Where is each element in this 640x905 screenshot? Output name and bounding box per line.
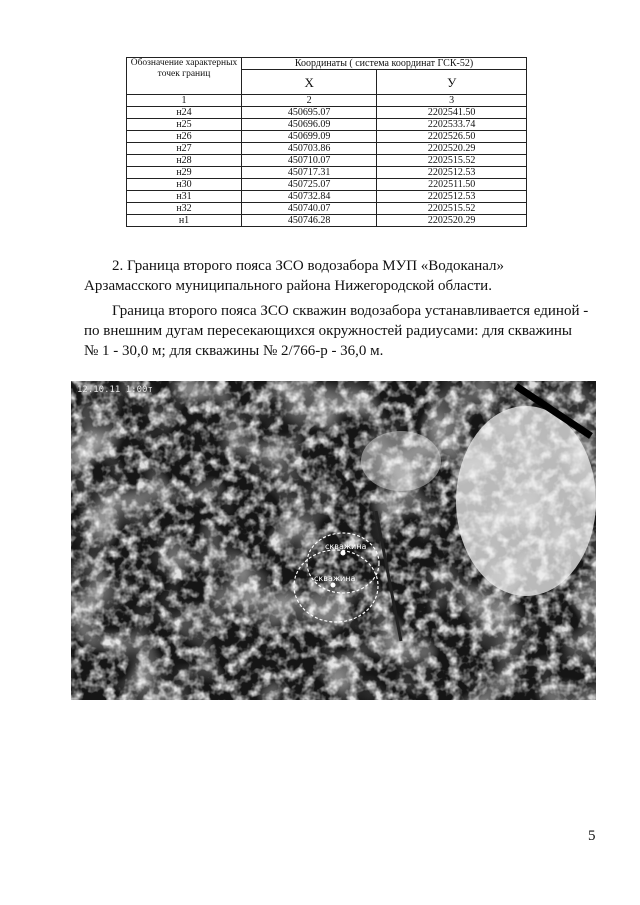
aerial-photo: [71, 381, 596, 700]
map-timestamp: 12.10.11 1:00т: [77, 385, 153, 395]
y-cell: 2202541.50: [377, 107, 527, 119]
paragraph-2-line-1: Граница второго пояса ЗСО скважин водозабора устанавливается единой -: [112, 303, 589, 319]
x-cell: 450696.09: [242, 119, 377, 131]
table-row: [127, 131, 527, 143]
x-cell: 450710.07: [242, 155, 377, 167]
column-number: 3: [377, 95, 527, 107]
column-number: 1: [127, 95, 242, 107]
table-row: [127, 191, 527, 203]
point-cell: н26: [127, 131, 242, 143]
table-row: [127, 179, 527, 191]
column-numbers-row: [127, 95, 527, 107]
table-row: [127, 155, 527, 167]
paragraph-1-line-1: 2. Граница второго пояса ЗСО водозабора МУП «Водоканал»: [112, 258, 505, 274]
y-cell: 2202520.29: [377, 143, 527, 155]
y-cell: 2202520.29: [377, 215, 527, 227]
x-cell: 450725.07: [242, 179, 377, 191]
point-cell: н31: [127, 191, 242, 203]
table-row: [127, 203, 527, 215]
coordinates-table: [126, 57, 527, 227]
well-label: скважина: [325, 542, 367, 551]
point-cell: н24: [127, 107, 242, 119]
header-x: X: [242, 70, 377, 95]
table-row: [127, 143, 527, 155]
well-marker: [331, 583, 336, 588]
table-row: [127, 119, 527, 131]
x-cell: 450695.07: [242, 107, 377, 119]
paragraph-2-line-2: по внешним дугам пересекающихся окружностей радиусами: для скважины: [84, 323, 572, 339]
x-cell: 450732.84: [242, 191, 377, 203]
header-point-name: Обозначение характерных точек границ: [127, 58, 242, 95]
aerial-map-image: [71, 381, 596, 700]
x-cell: 450740.07: [242, 203, 377, 215]
page-number: 5: [588, 828, 596, 844]
y-cell: 2202512.53: [377, 167, 527, 179]
well-marker: [341, 551, 346, 556]
y-cell: 2202533.74: [377, 119, 527, 131]
x-cell: 450699.09: [242, 131, 377, 143]
point-cell: н30: [127, 179, 242, 191]
x-cell: 450717.31: [242, 167, 377, 179]
column-number: 2: [242, 95, 377, 107]
point-cell: н32: [127, 203, 242, 215]
point-cell: н28: [127, 155, 242, 167]
well-label: скважина: [314, 574, 356, 583]
point-cell: н1: [127, 215, 242, 227]
y-cell: 2202511.50: [377, 179, 527, 191]
paragraph-wells-boundary: [84, 301, 599, 361]
y-cell: 2202512.53: [377, 191, 527, 203]
point-cell: н25: [127, 119, 242, 131]
x-cell: 450703.86: [242, 143, 377, 155]
x-cell: 450746.28: [242, 215, 377, 227]
table-row: [127, 107, 527, 119]
point-cell: н29: [127, 167, 242, 179]
header-coordinates: Координаты ( система координат ГСК-52): [242, 58, 527, 70]
y-cell: 2202526.50: [377, 131, 527, 143]
point-cell: н27: [127, 143, 242, 155]
paragraph-2-line-3: № 1 - 30,0 м; для скважины № 2/766-р - 36,0 м.: [84, 343, 384, 359]
header-y: У: [377, 70, 527, 95]
paragraph-second-belt-boundary: [84, 256, 599, 296]
y-cell: 2202515.52: [377, 203, 527, 215]
table-row: [127, 215, 527, 227]
y-cell: 2202515.52: [377, 155, 527, 167]
paragraph-1-line-2: Арзамасского муниципального района Нижегородской области.: [84, 278, 492, 294]
table-row: [127, 167, 527, 179]
